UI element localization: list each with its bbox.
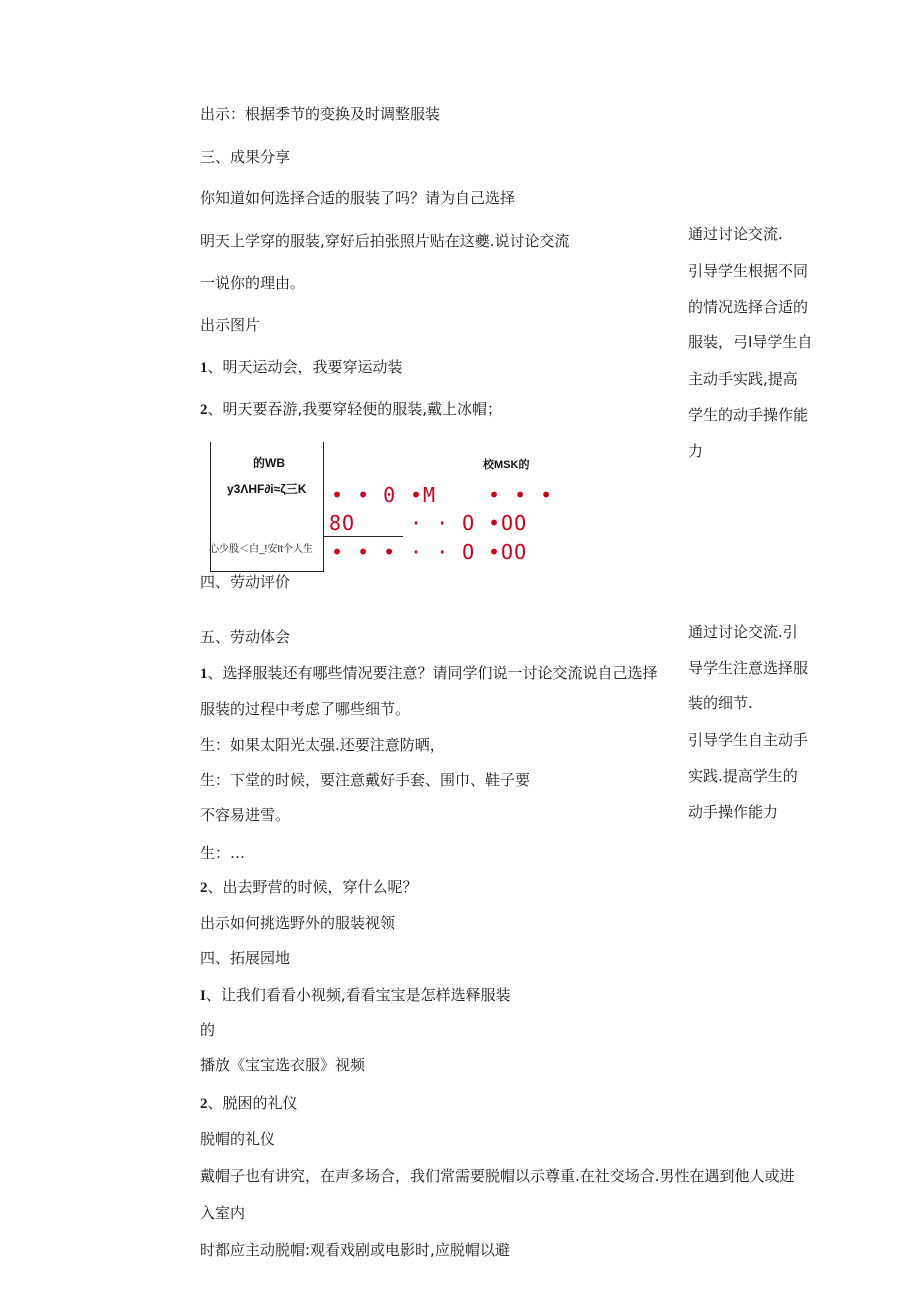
text-line: 生：如果太阳光太强.还要注意防晒，	[200, 736, 445, 754]
section-heading: 四、劳动评价	[200, 573, 291, 591]
figure-divider-line	[323, 442, 324, 572]
list-item	[200, 985, 511, 1006]
figure-row-rule	[323, 536, 403, 537]
list-item	[200, 663, 658, 684]
text-line: 出示图片	[200, 316, 261, 334]
text-line: 播放《宝宝选衣服》视频	[200, 1056, 366, 1074]
rating-mark: · · O	[410, 540, 476, 564]
text-line: 的	[200, 1021, 216, 1039]
side-note-line: 引导学生根据不同	[688, 262, 809, 280]
side-note-line: 通过讨论交流.引	[688, 623, 798, 641]
rating-mark: •M	[410, 483, 437, 507]
text-line: 不容易进雪。	[200, 806, 291, 824]
side-note-line: 实践.提高学生的	[688, 767, 798, 785]
side-note-line: 导学生注意选择服	[688, 659, 809, 677]
rating-mark: · · O	[410, 511, 476, 535]
side-note-line: 主动手实践,提高	[688, 370, 798, 388]
list-item	[200, 399, 502, 420]
text-line: 你知道如何选择合适的服装了吗？请为自己选择	[200, 189, 516, 207]
list-text: 明天要吞游,我要穿轻便的服装,戴上冰帽；	[222, 400, 503, 418]
section-heading: 四、拓展园地	[200, 949, 291, 967]
section-heading: 三、成果分享	[200, 148, 291, 166]
text-line: 戴帽子也有讲究，在声多场合，我们常需要脱帽以示尊重.在社交场合.男性在遇到他人或进	[200, 1167, 795, 1185]
side-note-line: 装的细节.	[688, 694, 753, 712]
list-text: 脱困的礼仪	[222, 1094, 298, 1112]
side-note-line: 通过讨论交流.	[688, 225, 783, 243]
rating-mark: • • •	[488, 483, 554, 507]
side-note-line: 动手操作能力	[688, 803, 779, 821]
text-line: 生：下堂的时候，要注意戴好手套、围巾、鞋子要	[200, 771, 531, 789]
section-heading: 五、劳动体会	[200, 628, 291, 646]
side-note-line: 服装，弓I导学生自	[688, 333, 813, 351]
list-separator: 、	[207, 1094, 223, 1112]
list-number: I	[200, 988, 206, 1004]
side-note-line: 引导学生自主动手	[688, 731, 809, 749]
figure-header-left: 的WB	[253, 456, 285, 470]
list-separator: 、	[207, 358, 223, 376]
list-number: 1	[200, 360, 208, 376]
text-line: 脱帽的礼仪	[200, 1130, 276, 1148]
figure-header-right: 校MSK的	[483, 459, 530, 471]
rating-mark: • • •	[331, 540, 397, 564]
text-line: 时都应主动脱帽:观看戏剧或电影时,应脱帽以避	[200, 1241, 510, 1259]
list-separator: 、	[207, 878, 223, 896]
list-item	[200, 877, 418, 898]
rating-mark: 8O	[329, 511, 356, 535]
rating-mark: • • 0	[331, 483, 397, 507]
text-line: 出示如何挑选野外的服装视领	[200, 914, 396, 932]
list-number: 2	[200, 402, 208, 418]
list-text: 出去野营的时候，穿什么呢？	[222, 878, 418, 896]
list-number: 1	[200, 666, 208, 682]
list-text: 让我们看看小视频,看看宝宝是怎样选释服装	[220, 986, 511, 1004]
list-item	[200, 1093, 298, 1114]
list-text: 明天运动会，我要穿运动装	[222, 358, 403, 376]
text-line: 一说你的理由。	[200, 274, 306, 292]
text-line: 服装的过程中考虑了哪些细节。	[200, 700, 411, 718]
figure-footer-left: 心少股＜白_!安It个人生	[209, 544, 313, 555]
list-separator: 、	[207, 400, 223, 418]
rating-mark: •OO	[488, 540, 528, 564]
text-line: 入室内	[200, 1204, 246, 1222]
list-number: 2	[200, 880, 208, 896]
text-line: 生：…	[200, 844, 246, 862]
side-note-line: 的情况选择合适的	[688, 298, 809, 316]
text-line: 明天上学穿的服装,穿好后拍张照片贴在这夔.说讨论交流	[200, 232, 570, 250]
list-number: 2	[200, 1096, 208, 1112]
evaluation-figure	[205, 440, 554, 575]
side-note-line: 力	[688, 442, 704, 460]
list-separator: 、	[207, 664, 223, 682]
list-item	[200, 357, 403, 378]
figure-subheader-left: y3ΛHF∂i≈ζ三K	[227, 482, 307, 496]
rating-mark: •OO	[488, 511, 528, 535]
list-separator: 、	[205, 986, 221, 1004]
figure-bottom-border	[210, 571, 323, 572]
text-line: 出示：根据季节的变换及时调整服装	[200, 105, 441, 123]
list-text: 选择服装还有哪些情况要注意？请同学们说一讨论交流说自己选择	[222, 664, 658, 682]
side-note-line: 学生的动手操作能	[688, 406, 809, 424]
